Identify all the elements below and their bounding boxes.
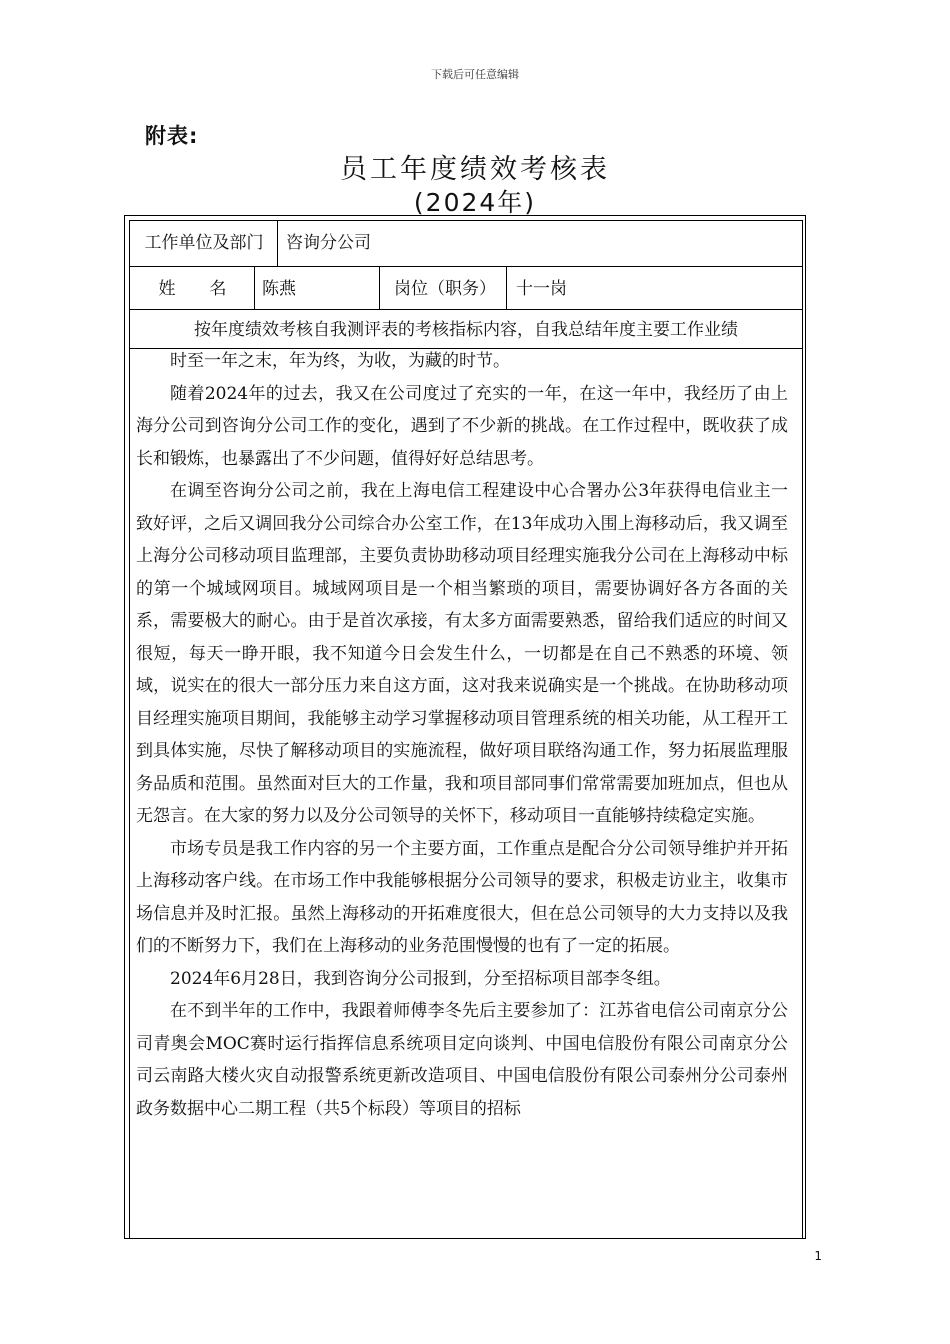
page-subtitle: (2024年) [413,188,537,217]
summary-paragraph: 随着2024年的过去，我又在公司度过了充实的一年，在这一年中，我经历了由上海分公司到咨询分公司工作的变化，遇到了不少新的挑战。在工作过程中，既收获了成长和锻炼，也暴露出了不少问题，值得好好总结思考。 [136,383,788,469]
table-row-divider [129,266,803,267]
summary-paragraph: 市场专员是我工作内容的另一个主要方面，工作重点是配合分公司领导维护并开拓上海移动客户线。在市场工作中我能够根据分公司领导的要求，积极走访业主，收集市场信息并及时汇报。虽然上海移动的开拓难度很大，但在总公司领导的大力支持以及我们的不断努力下，我们在上海移动的业务范围慢慢的也有了一定的拓展。 [136,838,788,956]
position-value: 十一岗 [516,279,567,299]
table-col-divider [277,220,278,267]
table-inner-left-border [129,220,130,1239]
table-col-divider [506,266,507,310]
table-inner-right-border [802,220,803,1239]
table-inner-top-border [129,220,803,221]
page-number: 1 [814,1249,822,1263]
position-label: 岗位（职务） [394,279,496,299]
name-label: 姓 名 [158,279,227,299]
page-title: 员工年度绩效考核表 [340,154,610,185]
summary-body [136,345,788,1125]
dept-value: 咨询分公司 [286,233,371,253]
table-col-divider [254,266,255,310]
summary-paragraph: 在不到半年的工作中，我跟着师傅李冬先后主要参加了：江苏省电信公司南京分公司青奥会MOC赛时运行指挥信息系统项目定向谈判、中国电信股份有限公司南京分公司云南路大楼火灾自动报警系统更新改造项目、中国电信股份有限公司泰州分公司泰州政务数据中心二期工程（共5个标段）等项目的招标 [136,1001,788,1119]
summary-paragraph: 时至一年之末，年为终，为收，为藏的时节。 [170,351,510,371]
appendix-label: 附表: [145,124,199,148]
summary-heading: 按年度绩效考核自我测评表的考核指标内容，自我总结年度主要工作业绩 [194,319,738,340]
table-col-divider [379,266,380,310]
header-note: 下载后可任意编辑 [431,68,519,81]
name-value: 陈燕 [262,279,296,299]
summary-paragraph: 2024年6月28日，我到咨询分公司报到，分至招标项目部李冬组。 [170,968,671,989]
summary-paragraph: 在调至咨询分公司之前，我在上海电信工程建设中心合署办公3年获得电信业主一致好评，之后又调回我分公司综合办公室工作，在13年成功入围上海移动后，我又调至上海分公司移动项目监理部，主要负责协助移动项目经理实施我分公司在上海移动中标的第一个城域网项目。城域网项目是一个相当繁琐的项目，需要协调好各方各面的关系，需要极大的耐心。由于是首次承接，有太多方面需要熟悉，留给我们适应的时间又很短，每天一睁开眼，我不知道今日会发生什么，一切都是在自己不熟悉的环境、领域，说实在的很大一部分压力来自这方面，这对我来说确实是一个挑战。在协助移动项目经理实施项目期间，我能够主动学习掌握移动项目管理系统的相关功能，从工程开工到具体实施，尽快了解移动项目的实施流程，做好项目联络沟通工作，努力拓展监理服务品质和范围。虽然面对巨大的工作量，我和项目部同事们常常需要加班加点，但也从无怨言。在大家的努力以及分公司领导的关怀下，移动项目一直能够持续稳定实施。 [136,481,788,826]
dept-label: 工作单位及部门 [144,233,264,253]
